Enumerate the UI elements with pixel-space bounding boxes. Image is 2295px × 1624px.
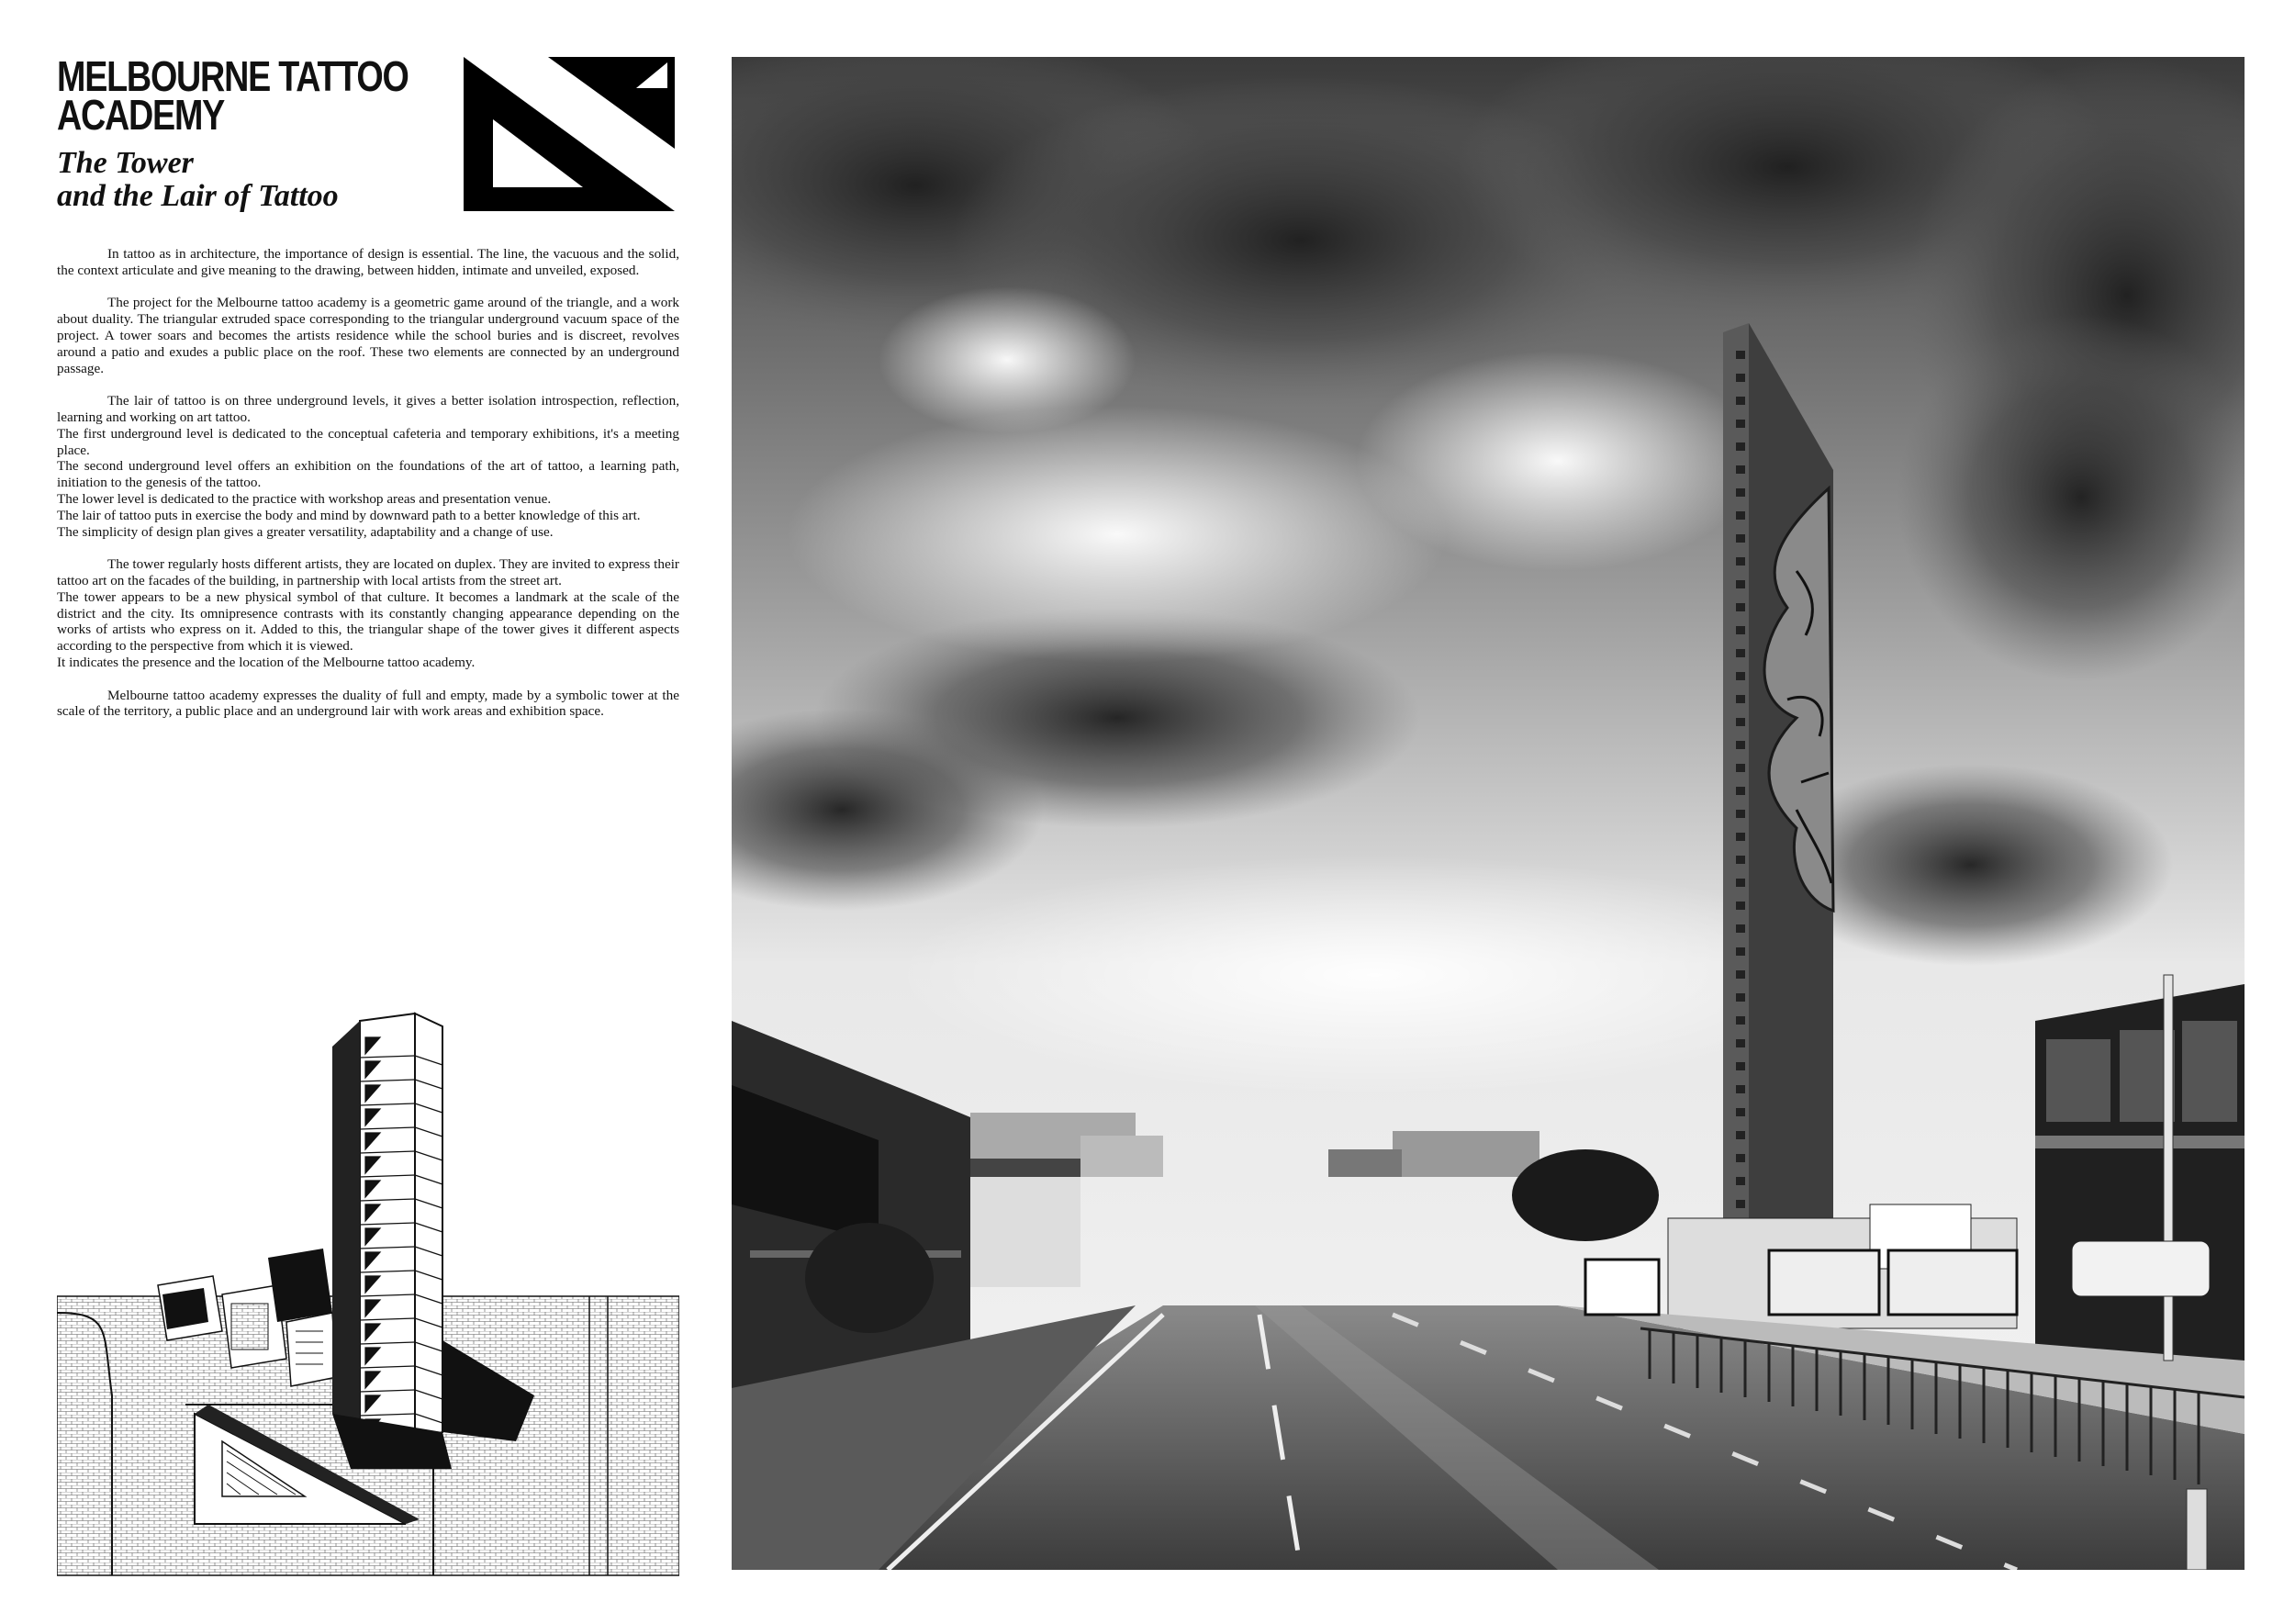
lair-line: The second underground level offers an exhibition on the foundations of the art of tattoo, a learning path, initiation to the genesis of the tattoo. <box>57 458 679 491</box>
tower-line: The tower regularly hosts different artists, they are located on duplex. They are invited to express their tattoo art on the facades of the building, in partnership with local artists from the street art. <box>57 556 679 588</box>
tower-line: It indicates the presence and the location of the Melbourne tattoo academy. <box>57 654 476 670</box>
lair-line: The lower level is dedicated to the practice with workshop areas and presentation venue. <box>57 490 552 507</box>
subtitle-line-1: The Tower <box>57 146 194 180</box>
page-subtitle <box>57 147 452 213</box>
paragraph-tower <box>57 556 679 671</box>
title-line-2: ACADEMY <box>57 91 225 139</box>
paragraph-intro: In tattoo as in architecture, the importance of design is essential. The line, the vacuous and the solid, the context articulate and give meaning to the drawing, between hidden, intimate and unveiled, exposed. <box>57 246 679 278</box>
lair-line: The lair of tattoo is on three underground levels, it gives a better isolation introspection, reflection, learning and working on art tattoo. <box>57 393 679 425</box>
paragraph-lair <box>57 393 679 540</box>
page-title <box>57 52 409 139</box>
description-text <box>57 246 679 736</box>
lair-line: The lair of tattoo puts in exercise the body and mind by downward path to a better knowledge of this art. <box>57 507 641 523</box>
paragraph-project: The project for the Melbourne tattoo academy is a geometric game around of the triangle, and a work about duality. The triangular extruded space corresponding to the triangular underground vacuum space of the project. A tower soars and becomes the artists residence while the school buries and is discreet, revolves around a patio and exudes a public place on the roof. These two elements are connected by an underground passage. <box>57 295 679 376</box>
title-block <box>57 52 452 213</box>
tower-line: The tower appears to be a new physical symbol of that culture. It becomes a landmark at the scale of the district and the city. Its omnipresence contrasts with its constantly changing appearance depending on the works of artists who express on it. Added to this, the triangular shape of the tower gives it different aspects according to the perspective from which it is viewed. <box>57 588 679 655</box>
title-line-1: MELBOURNE TATTOO <box>57 52 409 100</box>
lair-line: The simplicity of design plan gives a greater versatility, adaptability and a change of use. <box>57 523 554 540</box>
set-square-logo-icon <box>464 57 675 211</box>
subtitle-line-2: and the Lair of Tattoo <box>57 179 339 213</box>
street-photomontage-image <box>732 57 2245 1570</box>
lair-line: The first underground level is dedicated to the conceptual cafeteria and temporary exhibitions, it's a meeting place. <box>57 425 679 458</box>
paragraph-conclusion: Melbourne tattoo academy expresses the duality of full and empty, made by a symbolic tower at the scale of the territory, a public place and an underground lair with work areas and exhibition space. <box>57 687 679 720</box>
axonometric-tower-drawing-icon <box>57 1010 679 1579</box>
